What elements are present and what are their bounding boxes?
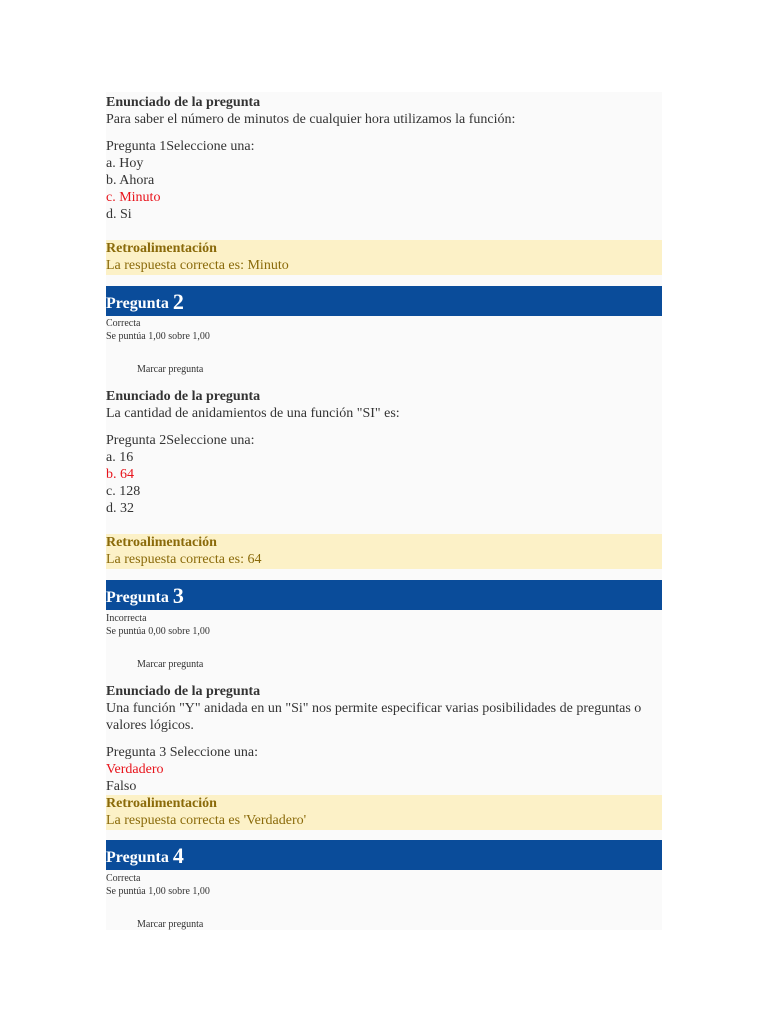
- q2-title: Pregunta: [106, 295, 169, 312]
- q4-header: [106, 840, 662, 870]
- q2-option-a[interactable]: a. 16: [106, 450, 134, 465]
- q4-number: 4: [172, 843, 184, 868]
- q1-feedback-text: La respuesta correcta es: Minuto: [106, 258, 289, 273]
- q2-option-b[interactable]: b. 64: [106, 467, 134, 482]
- q3-question-text-line2: valores lógicos.: [106, 718, 194, 733]
- q3-title: Pregunta: [106, 589, 169, 606]
- q2-statement-label: Enunciado de la pregunta: [106, 389, 261, 404]
- q4-title: Pregunta: [106, 849, 169, 866]
- q3-state: Incorrecta: [106, 613, 147, 624]
- q3-number: 3: [172, 583, 184, 608]
- q1-feedback-label: Retroalimentación: [106, 241, 217, 256]
- q2-header: [106, 286, 662, 316]
- q1-question-text: Para saber el número de minutos de cualquier hora utilizamos la función:: [106, 112, 516, 127]
- q1-feedback-box: [106, 240, 662, 275]
- q3-grade: Se puntúa 0,00 sobre 1,00: [106, 626, 210, 637]
- q1-option-b[interactable]: b. Ahora: [106, 173, 155, 188]
- q3-flag-question-link[interactable]: Marcar pregunta: [137, 659, 204, 670]
- q3-question-text-line1: Una función "Y" anidada en un "Si" nos permite especificar varias posibilidades de preguntas o: [106, 701, 642, 716]
- q3-prompt: Pregunta 3 Seleccione una:: [106, 745, 259, 760]
- q4-state: Correcta: [106, 873, 141, 884]
- q3-feedback-label: Retroalimentación: [106, 796, 217, 811]
- q4-flag-question-link[interactable]: Marcar pregunta: [137, 919, 204, 930]
- q2-feedback-box: [106, 534, 662, 569]
- q3-option-true[interactable]: Verdadero: [106, 762, 164, 777]
- q1-option-a[interactable]: a. Hoy: [106, 156, 144, 171]
- q2-flag-question-link[interactable]: Marcar pregunta: [137, 364, 204, 375]
- q2-feedback-label: Retroalimentación: [106, 535, 217, 550]
- q2-feedback-text: La respuesta correcta es: 64: [106, 552, 262, 567]
- q2-option-d[interactable]: d. 32: [106, 501, 134, 516]
- q3-option-false[interactable]: Falso: [106, 779, 137, 794]
- q1-statement-label: Enunciado de la pregunta: [106, 95, 261, 110]
- q2-grade: Se puntúa 1,00 sobre 1,00: [106, 331, 210, 342]
- q1-option-d[interactable]: d. Si: [106, 207, 132, 222]
- q4-grade: Se puntúa 1,00 sobre 1,00: [106, 886, 210, 897]
- q1-prompt: Pregunta 1Seleccione una:: [106, 139, 255, 154]
- q1-option-c[interactable]: c. Minuto: [106, 190, 161, 205]
- q2-state: Correcta: [106, 318, 141, 329]
- q2-question-text: La cantidad de anidamientos de una función "SI" es:: [106, 406, 400, 421]
- q3-feedback-text: La respuesta correcta es 'Verdadero': [106, 813, 307, 828]
- q3-feedback-box: [106, 795, 662, 830]
- q2-option-c[interactable]: c. 128: [106, 484, 141, 499]
- q2-prompt: Pregunta 2Seleccione una:: [106, 433, 255, 448]
- quiz-review-page: [106, 92, 662, 930]
- q3-header: [106, 580, 662, 610]
- q3-statement-label: Enunciado de la pregunta: [106, 684, 261, 699]
- q2-number: 2: [172, 289, 184, 314]
